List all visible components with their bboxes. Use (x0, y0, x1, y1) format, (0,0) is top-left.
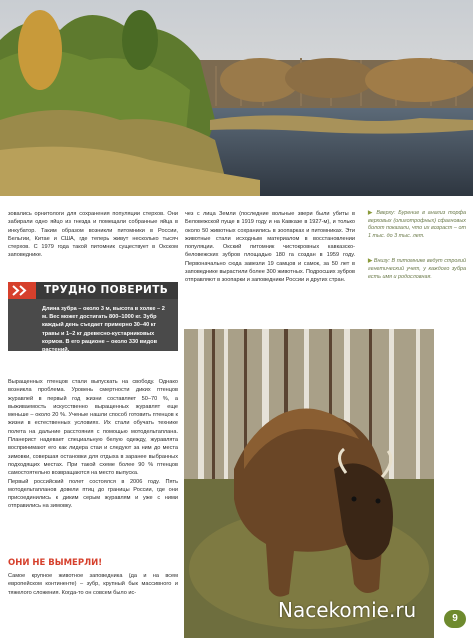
hero-photo-marsh (0, 0, 473, 196)
column1-mid-paragraph-2: Первый российский полет состоялся в 2006 году. Пять мотодельтапланов довели птиц до границы России, где они присоединились к диким серым журавлям и уже с ними отправились на зимовку. (8, 478, 178, 510)
caption-bottom-text: Внизу: В питомнике ведут строгий генетический учет, у каждого зубра есть имя и родословная. (368, 258, 466, 280)
bison-photo (184, 329, 434, 638)
caption-top (368, 210, 466, 240)
double-chevron-icon (12, 285, 32, 296)
section-heading: ОНИ НЕ ВЫМЕРЛИ! (8, 558, 103, 568)
captions-column (368, 210, 466, 299)
column1-mid-paragraph: Выращенных птенцов стали выпускать на свободу. Однако возникла проблема. Уровень смертности диких птенцов журавлей в первый год жизни составляет 50–70 %, а выживаемость искусственно выращенных журавлят еще меньше – около 20 %. Ученые нашли способ готовить птенцов к жизни в естественных условиях. Их стали обучать технике полета на дальние расстояния с помощью мотодельтаплана. Планерист надевает специальную белую одежду, журавлята воспринимают его как лидера стаи и следуют за ним до места зимовки, совершая остановки для отдыха в заранее выбранных подходящих местах. При такой схеме более 90 % птенцов самостоятельно возвращаются на место выпуска. (8, 379, 178, 477)
caption-bottom (368, 258, 466, 281)
caption-arrow-icon: ▶ (368, 210, 374, 216)
page-number: 9 (444, 610, 466, 628)
fact-text: Длина зубра – около 3 м, высота в холке – 2 м. Вес может достигать 800–1000 кг. Зубр каждый день съедает примерно 30–40 кг травы и 1–2 кг древесно-кустарниковых кормов. В его рационе – около 330 видов растений. (42, 306, 165, 354)
column1-top-paragraph: зовались орнитологи для сохранения популяции стерхов. Они забирали одно яйцо из гнезда и помещали собранные яйца в инкубатор. Таким образом возникли питомники в России, Бельгии, Китае и США, где теперь живут несколько тысяч стерхов. С 1979 года такой питомник существует в Окском заповеднике. (8, 211, 178, 259)
column1-mid-text (8, 378, 178, 511)
column2-top-paragraph: чез с лица Земли (последние вольные звери были убиты в Беловежской пуще в 1919 году и на Кавказе в 1927-м), и только около 50 животных сохранились в зоопарках и питомниках. Эти животные стали исходным материалом в восстановлении популяции. Окский питомник чистокровных кавказско-беловежских зубров площадью 180 га создан в 1959 году. Первоначально сюда завезли 19 самцов и самок, за 50 лет в заповеднике вырастили более 300 животных. Подросших зубров отправляют в зоопарки и заповедники России и других стран. (185, 211, 355, 284)
fact-banner (8, 282, 178, 299)
fact-banner-mark (8, 282, 36, 299)
column1-bottom-paragraph: Самое крупное животное заповедника (да и на всем европейском континенте) – зубр, крупный бык массивного и тяжелого сложения. Когда-то он совсем было ис- (8, 573, 178, 596)
watermark-text: Nacekomie.ru (278, 598, 417, 622)
fact-banner-title: ТРУДНО ПОВЕРИТЬ (44, 284, 169, 296)
caption-arrow-icon: ▶ (368, 258, 373, 265)
caption-top-text: Вверху: Бурение в анализ торфа верховых (олиготрофных) сфагновых болот показали, что их возраст – от 1 тыс. до 3 тыс. лет. (368, 210, 466, 239)
column2-top-text (185, 210, 355, 285)
column1-bottom-text (8, 572, 178, 597)
column1-top-text (8, 210, 178, 260)
fact-box (8, 299, 178, 354)
